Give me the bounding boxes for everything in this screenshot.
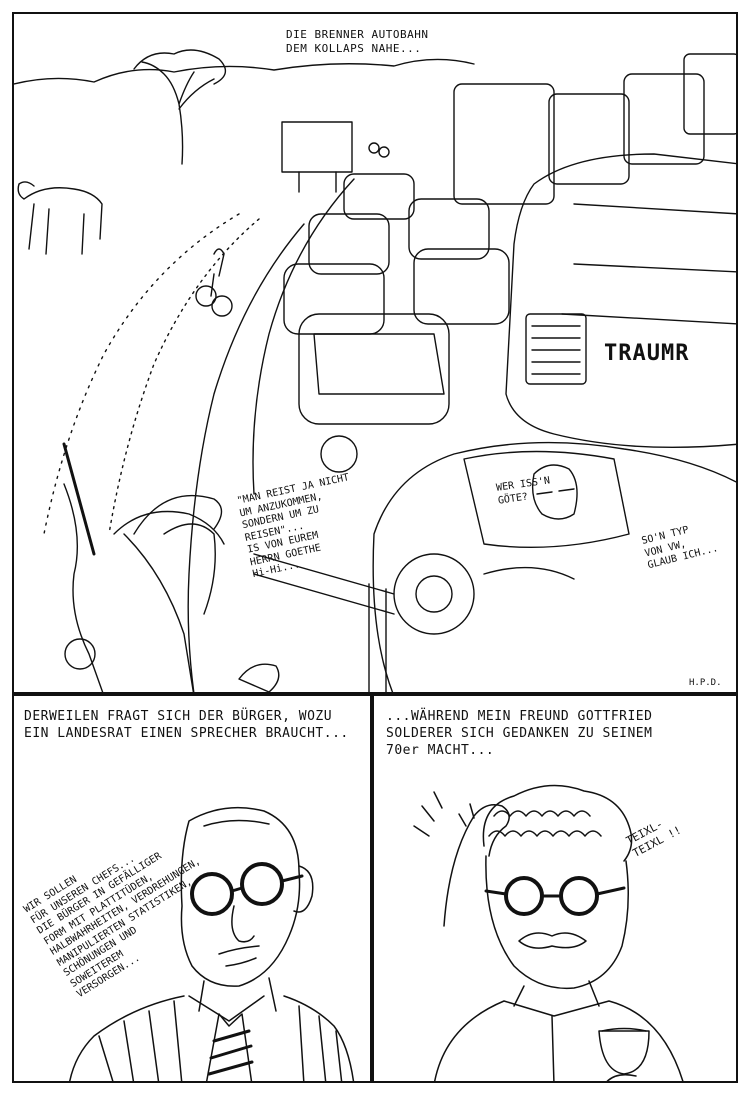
- tree: [142, 62, 214, 164]
- glasses-left: [506, 878, 542, 914]
- hiker-speech: "MAN REIST JA NICHT UM ANZUKOMMEN, SONDERN UM ZU REISEN"... IS VON EUREM HERRN GOETHE Hi-Hi...: [236, 472, 351, 581]
- moustache: [519, 933, 586, 948]
- curly-hair: [483, 786, 631, 861]
- gottfried-speech: TEIXL- TEIXL !!: [624, 817, 684, 860]
- gottfried-face: [486, 856, 628, 988]
- panel3-caption: ...WÄHREND MEIN FREUND GOTTFRIED SOLDERER SICH GEDANKEN ZU SEINEM 70er MACHT...: [386, 709, 653, 758]
- road-edge-right: [253, 179, 354, 494]
- bus-sign-text: TRAUMR: [604, 341, 690, 366]
- spokesman-speech: WIR SOLLEN FÜR UNSEREN CHEFS... DIE BÜRGER IN GEFÄLLIGER FORM MIT PLATTITÜDEN, HALBWAHRHEITEN, VERDREHUNGEN, MANIPULIERTEN STATISTIKEN, SCHÖNUNGEN UND SOWEITEREM VERSORGEN...: [22, 850, 203, 1001]
- panel1-caption: DIE BRENNER AUTOBAHN DEM KOLLAPS NAHE...: [286, 28, 429, 55]
- cup: [599, 1031, 649, 1074]
- truck-back: [454, 84, 554, 204]
- panel-gottfried: [372, 694, 738, 1083]
- horizon-line: [14, 59, 474, 84]
- raised-arm: [444, 805, 509, 926]
- passenger-speech: SO'N TYP VON VW, GLAUB ICH...: [640, 524, 720, 572]
- road-edge-left: [188, 224, 304, 694]
- panel-spokesman: [12, 694, 372, 1083]
- artist-signature: H.P.D.: [689, 678, 722, 688]
- shirt: [434, 1001, 684, 1083]
- cow: [18, 182, 102, 254]
- driver-speech: WER ISS'N GÖTE?: [495, 475, 551, 507]
- car-middle: [299, 314, 449, 424]
- panel-traffic-jam: [12, 12, 738, 694]
- glasses-right: [561, 878, 597, 914]
- panel2-caption: DERWEILEN FRAGT SICH DER BÜRGER, WOZU EIN LANDESRAT EINEN SPRECHER BRAUCHT...: [24, 709, 349, 741]
- vw-beetle: [373, 443, 738, 694]
- tour-bus: [506, 154, 738, 447]
- jacket: [69, 996, 354, 1083]
- glasses-right: [242, 864, 282, 904]
- road-sign: [282, 122, 352, 172]
